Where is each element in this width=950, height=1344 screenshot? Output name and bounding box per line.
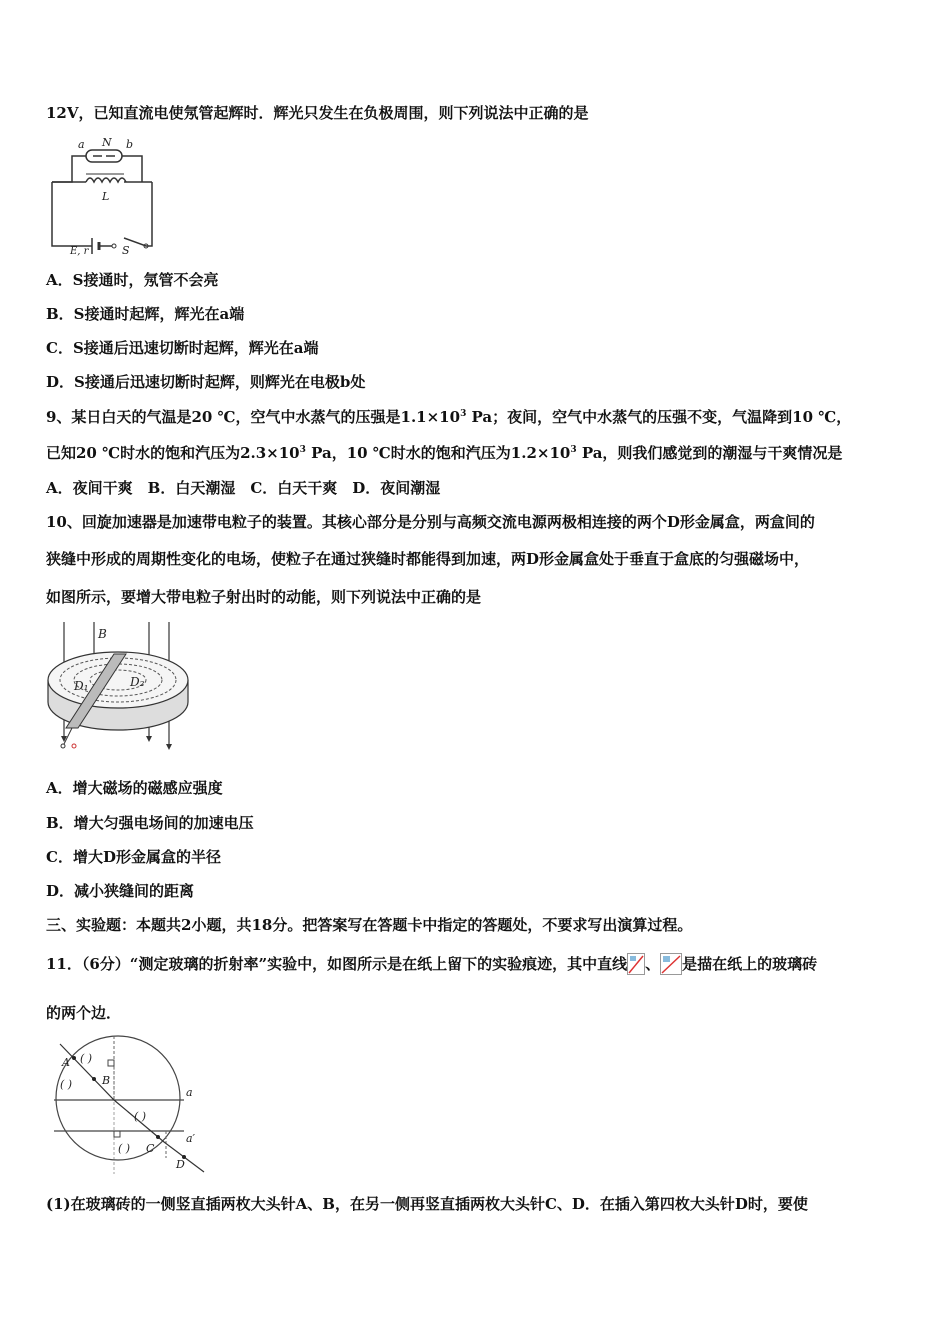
q8-stem: 12V，已知直流电使氖管起辉时．辉光只发生在负极周围，则下列说法中正确的是 [46,104,589,122]
q8-circuit-figure [46,134,166,256]
q10-line2: 狭缝中形成的周期性变化的电场，使粒子在通过狭缝时都能得到加速，两D形金属盒处于垂直于盒底的匀强磁场中， [46,550,810,568]
label-c-point: C [146,1142,155,1155]
q11-line2: 的两个边． [46,1004,122,1022]
label-b-point: B [102,1074,111,1087]
q10-option-b: B．增大匀强电场间的加速电压 [46,814,254,832]
line-a-prime-icon [660,953,682,975]
q10-cyclotron-figure [44,618,194,756]
q8-option-a: A．S接通时，氖管不会亮 [46,271,219,289]
label-l: L [102,190,110,203]
q9-line2: 已知20 ℃时水的饱和汽压为$2.3\times 10^3$ Pa，10 ℃时水的饱和汽压为$1.2\times 10^3$ Pa，则我们感觉到的潮湿与干爽情况是 [46,444,843,462]
label-a-prime-line: a′ [186,1132,196,1145]
label-s: S [122,244,130,256]
label-b: B [98,627,107,641]
label-a: a [78,138,85,151]
label-d2: D₂ [130,675,145,689]
angle-blank-1: ( ) [80,1052,93,1065]
q11-line1: 11．（6分）“测定玻璃的折射率”实验中，如图所示是在纸上留下的实验痕迹，其中直线 、 是描在纸上的玻璃砖 [46,955,818,973]
label-d1: D₁ [74,679,89,693]
label-n: N [102,136,112,149]
label-b: b [126,138,134,151]
angle-blank-4: ( ) [118,1142,131,1155]
q9-line1: 9、某日白天的气温是20 ℃，空气中水蒸气的压强是$1.1\times 10^3$ Pa；夜间，空气中水蒸气的压强不变，气温降到10 ℃， [46,408,852,426]
q8-option-d: D．S接通后迅速切断时起辉，则辉光在电极b处 [46,373,366,391]
q11-refraction-figure [54,1034,214,1176]
q10-line3: 如图所示，要增大带电粒子射出时的动能，则下列说法中正确的是 [46,588,482,606]
line-a-icon [627,953,645,975]
label-d-point: D [176,1158,185,1171]
angle-blank-2: ( ) [60,1078,73,1091]
label-er: E, r [70,246,89,256]
q8-option-b: B．S接通时起辉，辉光在a端 [46,305,245,323]
q10-option-c: C．增大D形金属盒的半径 [46,848,221,866]
q8-option-c: C．S接通后迅速切断时起辉，辉光在a端 [46,339,319,357]
q10-option-d: D．减小狭缝间的距离 [46,882,195,900]
label-a-line: a [186,1086,193,1099]
q11-sub1: (1)在玻璃砖的一侧竖直插两枚大头针A、B，在另一侧再竖直插两枚大头针C、D．在插入第四枚大头针D时，要使 [46,1195,808,1213]
q9-options: A．夜间干爽 B．白天潮湿 C．白天干爽 D．夜间潮湿 [46,479,441,497]
section-3-heading: 三、实验题：本题共2小题，共18分。把答案写在答题卡中指定的答题处，不要求写出演算过程。 [46,916,693,934]
angle-blank-3: ( ) [134,1110,147,1123]
q10-line1: 10、回旋加速器是加速带电粒子的装置。其核心部分是分别与高频交流电源两极相连接的两个D形金属盒，两盒间的 [46,513,815,531]
label-a-point: A [62,1056,70,1069]
q10-option-a: A．增大磁场的磁感应强度 [46,779,223,797]
